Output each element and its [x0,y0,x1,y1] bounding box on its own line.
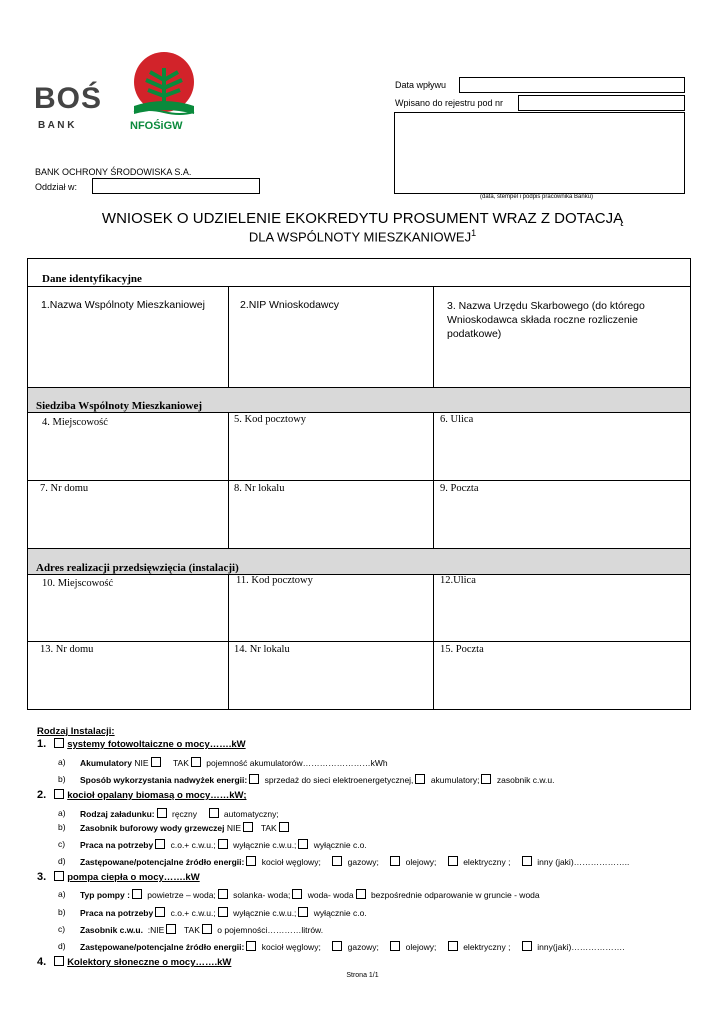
surplus-dhw-checkbox[interactable] [481,774,491,784]
section-seat-title: Siedziba Wspólnoty Mieszkaniowej [36,400,203,412]
hp-co-cwu-checkbox[interactable] [155,907,165,917]
install-1-header: 1. systemy fotowoltaiczne o mocy…….kW [37,738,246,750]
src3-other-checkbox[interactable] [522,941,532,951]
field-community-name[interactable]: 1.Nazwa Wspólnoty Mieszkaniowej [41,299,205,311]
nfosigw-logo [128,50,200,136]
form-subtitle-text: DLA WSPÓLNOTY MIESZKANIOWEJ [248,229,472,245]
field-seat-postcode[interactable]: 5. Kod pocztowy [234,414,307,425]
install-3-b-row: Praca na potrzeby c.o.+ c.w.u.; wyłącznie c.w.u.; wyłącznie c.o. [80,908,367,918]
hp-co-checkbox[interactable] [298,907,308,917]
branch-field[interactable] [92,178,260,194]
biomass-cwu-checkbox[interactable] [218,839,228,849]
register-label: Wpisano do rejestru pod nr [395,98,504,108]
date-label: Data wpływu [395,80,447,90]
src3-gas-checkbox[interactable] [332,941,342,951]
field-addr-city[interactable]: 10. Miejscowość [42,578,114,589]
src2-other-checkbox[interactable] [522,856,532,866]
biomass-co-cwu-checkbox[interactable] [155,839,165,849]
section-ident-header [28,259,690,287]
install-2-c-row: Praca na potrzeby c.o.+ c.w.u.; wyłącznie c.w.u.; wyłącznie c.o. [80,840,367,850]
form-title-line1 [0,210,725,227]
stamp-box[interactable] [394,112,685,194]
hp-dhw-yes-checkbox[interactable] [202,924,212,934]
hp-direct-checkbox[interactable] [356,889,366,899]
bos-logo-subtext: B A N K [38,120,75,131]
hp-cwu-checkbox[interactable] [218,907,228,917]
buffer-no-checkbox[interactable] [243,822,253,832]
bos-bank-logo [34,82,116,132]
bos-logo-text: BOŚ [34,82,103,115]
form-table [27,258,691,710]
section-addr-title: Adres realizacji przedsięwzięcia (instalacji) [36,562,239,574]
install-1-a-row: Akumulatory NIE TAK pojemność akumulatorów……………………kWh [80,758,388,768]
field-nip[interactable]: 2.NIP Wnioskodawcy [240,299,340,311]
field-addr-house[interactable]: 13. Nr domu [40,644,94,655]
surplus-grid-checkbox[interactable] [249,774,259,784]
src3-electric-checkbox[interactable] [448,941,458,951]
src3-coal-checkbox[interactable] [246,941,256,951]
install-3-c-row: Zasobnik c.w.u. :NIE TAK o pojemności…………litrów. [80,925,324,935]
hp-water-checkbox[interactable] [292,889,302,899]
section-seat-header [28,388,690,413]
buffer-yes-checkbox[interactable] [279,822,289,832]
src2-gas-checkbox[interactable] [332,856,342,866]
branch-label: Oddział w: [35,182,78,192]
field-seat-post[interactable]: 9. Poczta [440,483,479,494]
install-2-d-row: Zastępowane/potencjalne źródło energii: kocioł węglowy; gazowy; olejowy; elektryczny ; inny (jaki)……………….. [80,857,630,867]
install-2-b-row: Zasobnik buforowy wody grzewczej NIE TAK [80,822,292,833]
hp-air-checkbox[interactable] [132,889,142,899]
footnote-mark: 1 [471,228,477,238]
install-4-checkbox[interactable] [54,956,64,966]
field-tax-office[interactable]: 3. Nazwa Urzędu Skarbowego (do którego Wnioskodawca składa roczne rozliczenie podatkowe) [447,300,645,340]
install-2-a-row: Rodzaj załadunku: ręczny automatyczny; [80,809,279,819]
biomass-co-checkbox[interactable] [298,839,308,849]
field-seat-house[interactable]: 7. Nr domu [40,483,89,494]
date-field[interactable] [459,77,685,93]
install-3-a-row: Typ pompy : powietrze – woda; solanka- woda; woda- woda bezpośrednie odparowanie w gruncie - woda [80,890,540,900]
nfosigw-logo-text: NFOŚiGW [130,120,183,132]
section-addr-header [28,549,690,575]
surplus-accum-checkbox[interactable] [415,774,425,784]
install-heading: Rodzaj Instalacji: [37,726,115,737]
install-3-d-row: Zastępowane/potencjalne źródło energii: kocioł węglowy; gazowy; olejowy; elektryczny ; inny(jaki)………………. [80,942,625,952]
src2-coal-checkbox[interactable] [246,856,256,866]
accum-yes-checkbox[interactable] [191,757,201,767]
field-addr-street[interactable]: 12.Ulica [440,575,476,586]
install-2-header: 2. kocioł opalany biomasą o mocy……kW; [37,789,247,801]
form-title-line2 [0,228,725,244]
register-field[interactable] [518,95,685,111]
form-title-text: WNIOSEK O UDZIELENIE EKOKREDYTU PROSUMENT WRAZ Z DOTACJĄ [101,210,624,227]
install-3-checkbox[interactable] [54,871,64,881]
section-ident-title: Dane identyfikacyjne [42,273,142,285]
src2-electric-checkbox[interactable] [448,856,458,866]
load-auto-checkbox[interactable] [209,808,219,818]
field-addr-postcode[interactable]: 11. Kod pocztowy [236,575,313,586]
field-addr-flat[interactable]: 14. Nr lokalu [234,644,290,655]
bank-name: BANK OCHRONY ŚRODOWISKA S.A. [35,167,192,177]
install-2-checkbox[interactable] [54,789,64,799]
src2-oil-checkbox[interactable] [390,856,400,866]
load-manual-checkbox[interactable] [157,808,167,818]
field-seat-city[interactable]: 4. Miejscowość [42,417,108,428]
field-addr-post[interactable]: 15. Poczta [440,644,484,655]
nfosigw-emblem-icon [128,50,200,120]
hp-dhw-no-checkbox[interactable] [166,924,176,934]
page-number: Strona 1/1 [346,972,379,979]
install-3-header: 3. pompa ciepła o mocy…….kW [37,871,200,883]
install-1-checkbox[interactable] [54,738,64,748]
install-4-header: 4. Kolektory słoneczne o mocy…….kW [37,956,232,968]
field-seat-street[interactable]: 6. Ulica [440,414,474,425]
src3-oil-checkbox[interactable] [390,941,400,951]
accum-no-checkbox[interactable] [151,757,161,767]
stamp-caption: (data, stempel i podpis pracownika Banku) [480,194,594,200]
hp-brine-checkbox[interactable] [218,889,228,899]
field-seat-flat[interactable]: 8. Nr lokalu [234,483,285,494]
install-1-b-row: Sposób wykorzystania nadwyżek energii: sprzedaż do sieci elektroenergetycznej, akumulatory; zasobnik c.w.u. [80,775,555,785]
